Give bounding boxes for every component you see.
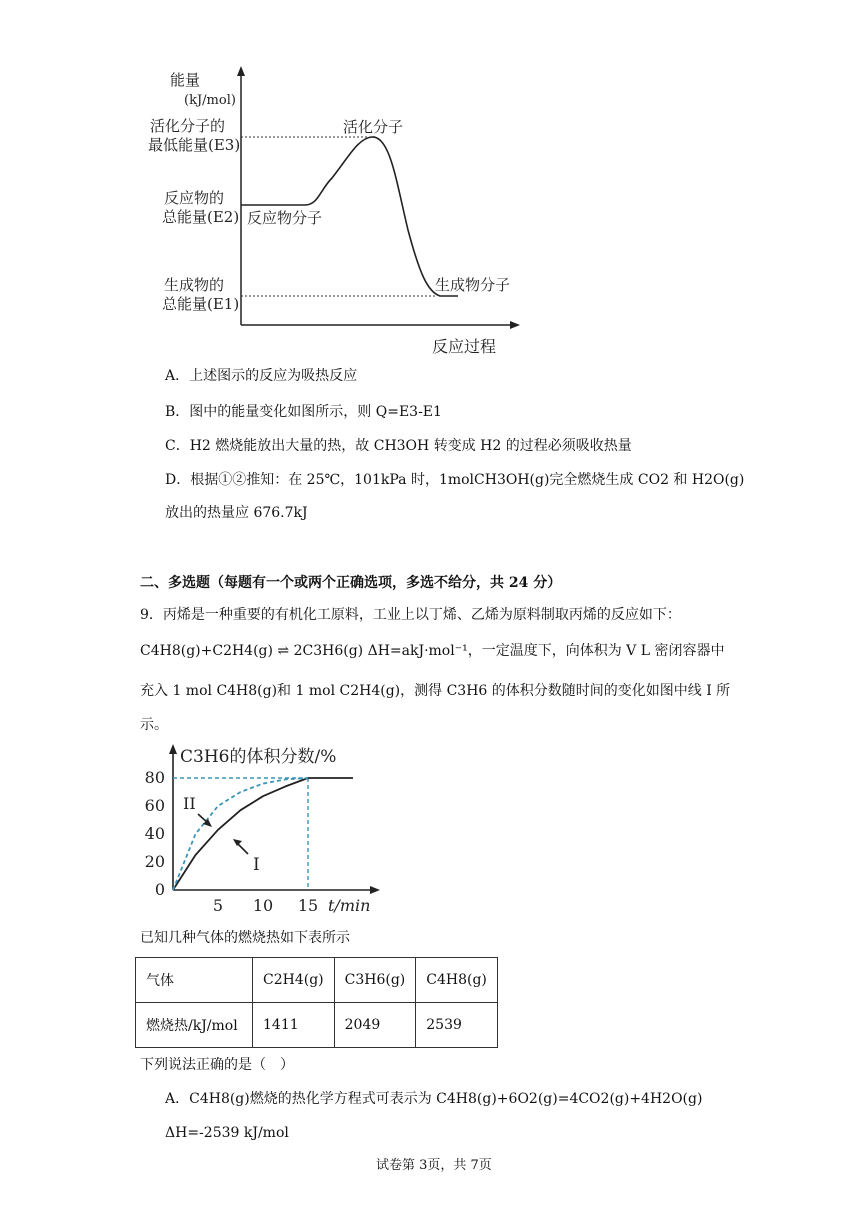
q8-option-c: C．H2 燃烧能放出大量的热，故 CH3OH 转变成 H2 的过程必须吸收热量 (165, 438, 632, 454)
energy-diagram (140, 60, 540, 360)
c3h6-volume-fraction-chart (140, 742, 400, 922)
q9-line4: 示。 (140, 717, 168, 733)
e2-label-line1: 反应物的 (164, 189, 225, 207)
y-tick-label: 80 (144, 768, 165, 787)
y-axis-arrow (237, 66, 245, 76)
x-axis-label: t/min (328, 896, 371, 915)
table-cell: 2049 (334, 1003, 416, 1048)
table-header-cell: C3H6(g) (334, 958, 416, 1003)
y-axis-unit: (kJ/mol) (184, 93, 236, 108)
q8-option-d-line1: D．根据①②推知：在 25℃，101kPa 时，1molCH3OH(g)完全燃烧生成 CO2 和 H2O(g) (165, 472, 745, 488)
q9-line1: 9．丙烯是一种重要的有机化工原料，工业上以丁烯、乙烯为原料制取丙烯的反应如下： (140, 607, 681, 623)
y-tick-label: 60 (144, 796, 165, 815)
table-cell: 1411 (253, 1003, 335, 1048)
x-tick-label: 10 (252, 896, 274, 915)
table-cell: 2539 (416, 1003, 498, 1048)
table-header-row (136, 958, 498, 1003)
y-axis-title: 能量 (170, 71, 201, 89)
chart-title: C3H6的体积分数/% (180, 747, 337, 767)
q9-equation-line: C4H8(g)+C2H4(g) ⇌ 2C3H6(g) ΔH=akJ·mol⁻¹，一定温度下，向体积为 V L 密闭容器中 (140, 643, 725, 659)
product-molecule-label: 生成物分子 (435, 276, 511, 294)
combustion-heat-table (135, 957, 498, 1048)
series-label: I (253, 855, 260, 875)
q8-option-b: B．图中的能量变化如图所示，则 Q=E3-E1 (165, 404, 442, 420)
y-axis-arrow (169, 744, 177, 754)
table-row (136, 1003, 498, 1048)
e2-label-line2: 总能量(E2) (162, 208, 240, 226)
series-label-arrowhead (233, 839, 242, 846)
e1-label-line1: 生成物的 (164, 276, 225, 294)
q8-option-d-line2: 放出的热量应 676.7kJ (165, 505, 308, 521)
x-axis-arrow (510, 321, 520, 329)
series-line-I (173, 778, 353, 890)
table-cell: 燃烧热/kJ/mol (136, 1003, 253, 1048)
activated-molecule-label: 活化分子 (343, 118, 404, 136)
y-tick-label: 0 (154, 880, 165, 899)
x-tick-label: 15 (297, 896, 319, 915)
q9-prompt: 下列说法正确的是（ ） (140, 1057, 294, 1073)
q9-option-a-line1: A．C4H8(g)燃烧的热化学方程式可表示为 C4H8(g)+6O2(g)=4CO2(g)+4H2O(g) (165, 1091, 703, 1107)
section-title: 二、多选题（每题有一个或两个正确选项，多选不给分，共 24 分） (140, 575, 562, 591)
e3-label-line1: 活化分子的 (150, 117, 226, 135)
series-label: II (183, 794, 196, 813)
q9-option-a-line2: ΔH=-2539 kJ/mol (165, 1125, 289, 1141)
e1-label-line2: 总能量(E1) (162, 295, 240, 313)
e3-label-line2: 最低能量(E3) (148, 136, 241, 154)
q9-line3: 充入 1 mol C4H8(g)和 1 mol C2H4(g)，测得 C3H6 的体积分数随时间的变化如图中线 I 所 (140, 683, 731, 699)
table-header-cell: C2H4(g) (253, 958, 335, 1003)
table-header-cell: C4H8(g) (416, 958, 498, 1003)
reactant-molecule-label: 反应物分子 (247, 209, 323, 227)
table-header-cell: 气体 (136, 958, 253, 1003)
x-axis-arrow (370, 886, 380, 894)
q8-option-a: A．上述图示的反应为吸热反应 (165, 368, 358, 384)
page-footer: 试卷第 3页，共 7页 (376, 1158, 492, 1173)
y-tick-label: 40 (144, 824, 165, 843)
y-tick-label: 20 (144, 852, 165, 871)
x-tick-label: 5 (212, 896, 224, 915)
x-axis-title: 反应过程 (432, 337, 497, 356)
table-intro: 已知几种气体的燃烧热如下表所示 (140, 930, 350, 946)
